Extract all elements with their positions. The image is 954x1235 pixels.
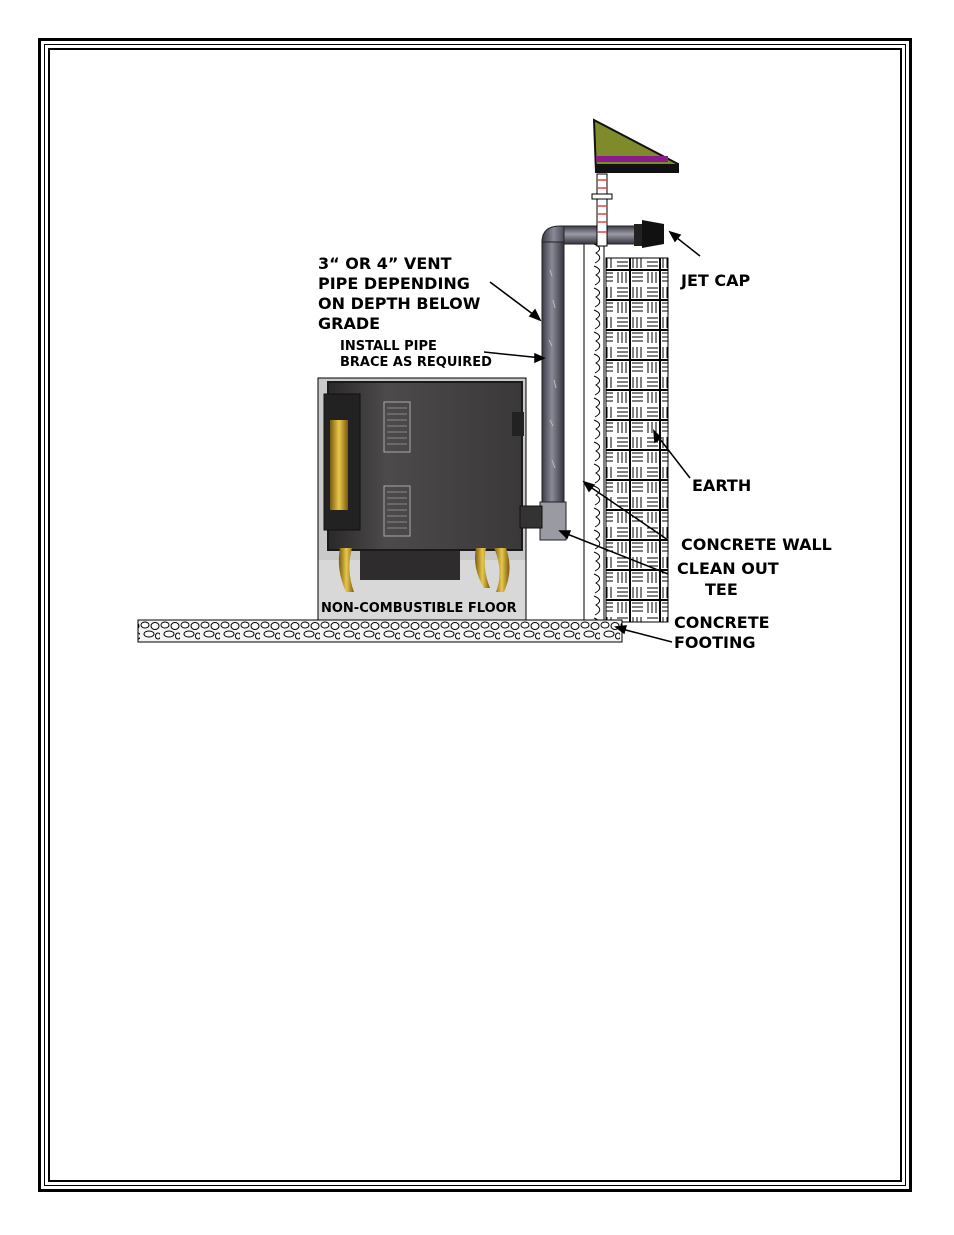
label-concrete-wall: CONCRETE WALL (681, 535, 832, 554)
label-earth: EARTH (692, 476, 752, 495)
label-vent-pipe-line1: 3“ OR 4” VENT (318, 254, 452, 273)
label-non-combustible-floor: NON-COMBUSTIBLE FLOOR (321, 601, 517, 616)
label-vent-pipe-line4: GRADE (318, 314, 381, 333)
label-footing-line2: FOOTING (674, 633, 756, 652)
label-vent-pipe-line2: PIPE DEPENDING (318, 274, 470, 293)
label-pipe-brace-line2: BRACE AS REQUIRED (340, 355, 492, 370)
concrete-footing (138, 620, 622, 642)
label-pipe-brace-line1: INSTALL PIPE (340, 339, 437, 354)
label-footing-line1: CONCRETE (674, 613, 770, 632)
stove-photo (318, 378, 526, 620)
label-jet-cap: JET CAP (681, 271, 751, 290)
label-clean-out-line1: CLEAN OUT (677, 559, 779, 578)
label-clean-out-line2: TEE (705, 580, 738, 599)
label-vent-pipe-line3: ON DEPTH BELOW (318, 294, 481, 313)
concrete-wall (584, 244, 604, 622)
jet-cap (634, 220, 664, 248)
